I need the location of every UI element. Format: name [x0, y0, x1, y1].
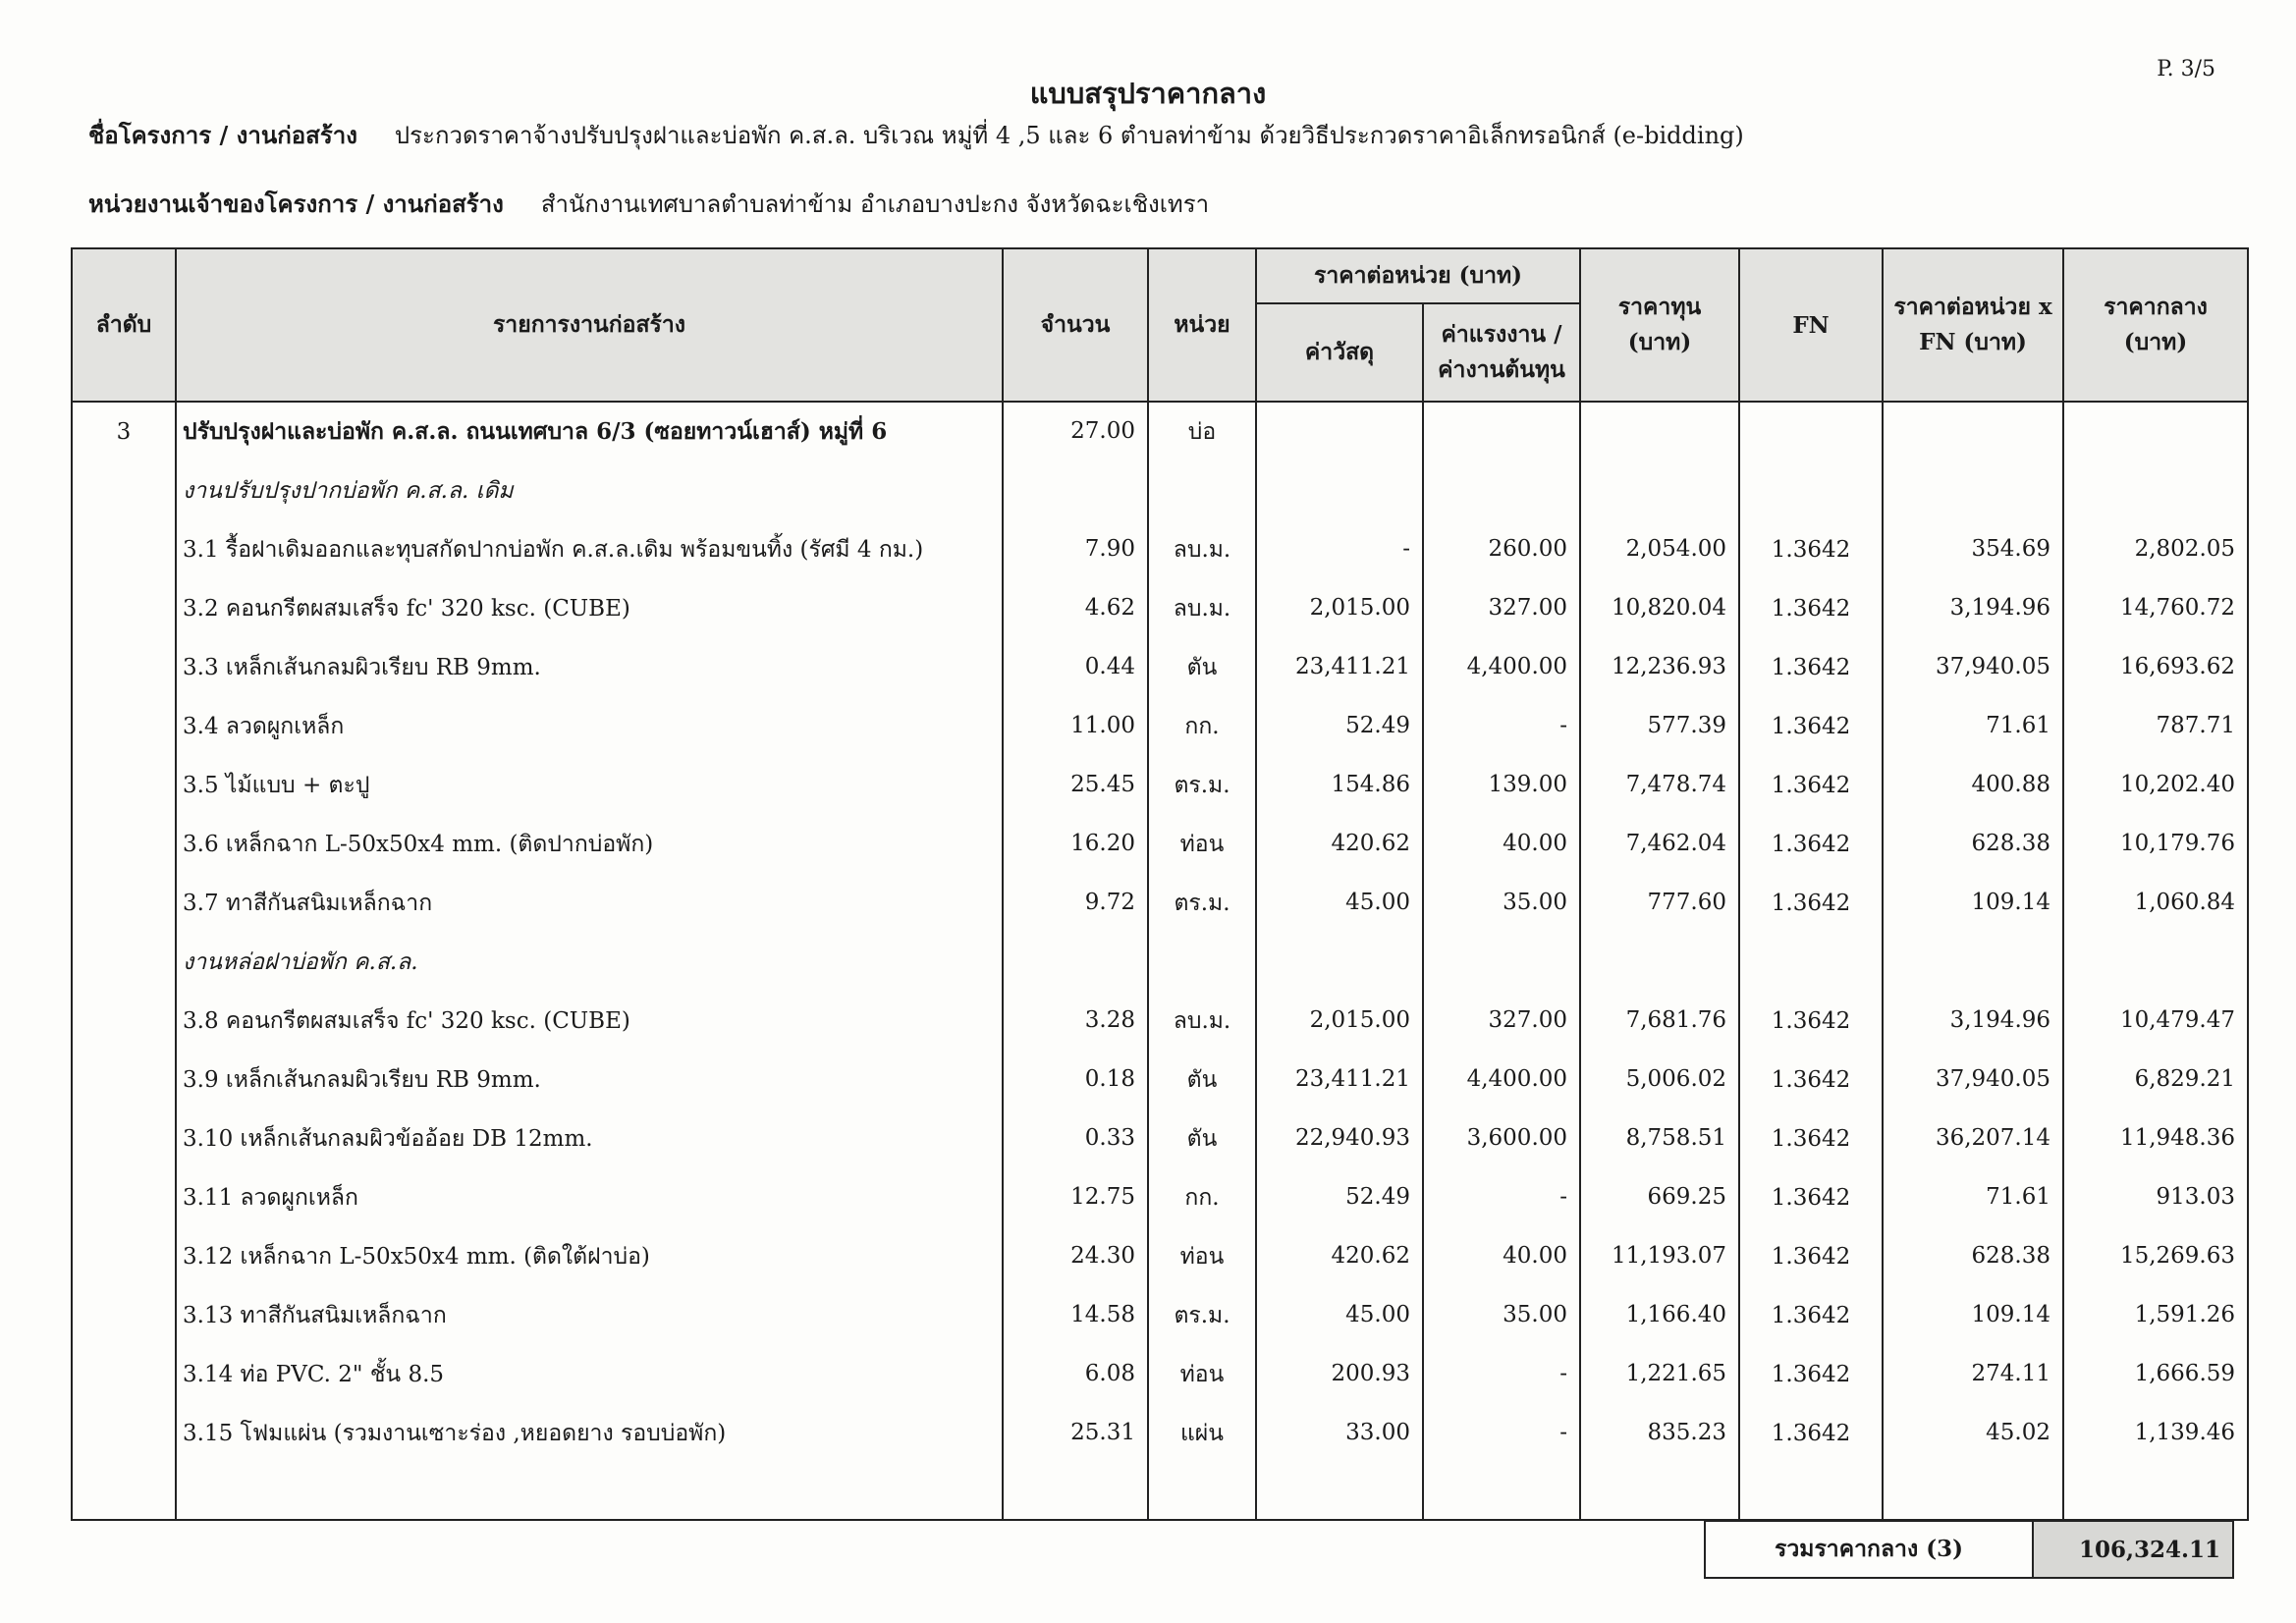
main-item-qty: 27.00	[1003, 402, 1148, 461]
item-unit: ตร.ม.	[1148, 874, 1256, 933]
item-fn: 1.3642	[1739, 1345, 1883, 1404]
table-row	[72, 1227, 2248, 1286]
item-desc: 3.3 เหล็กเส้นกลมผิวเรียบ RB 9mm.	[176, 638, 1003, 697]
item-unit: ลบ.ม.	[1148, 520, 1256, 579]
item-price: 10,179.76	[2063, 815, 2248, 874]
item-unit: ตร.ม.	[1148, 1286, 1256, 1345]
item-unit-fn: 71.61	[1883, 697, 2063, 756]
item-cost: 2,054.00	[1580, 520, 1739, 579]
table-row	[72, 1109, 2248, 1168]
section-heading: งานปรับปรุงปากบ่อพัก ค.ส.ล. เดิม	[176, 461, 1003, 520]
item-labor: 40.00	[1423, 1227, 1580, 1286]
item-cost: 577.39	[1580, 697, 1739, 756]
item-material: -	[1256, 520, 1423, 579]
item-unit: ท่อน	[1148, 815, 1256, 874]
item-qty: 11.00	[1003, 697, 1148, 756]
item-unit: แผ่น	[1148, 1404, 1256, 1463]
item-price: 15,269.63	[2063, 1227, 2248, 1286]
table-row	[72, 638, 2248, 697]
header-material: ค่าวัสดุ	[1256, 303, 1423, 402]
item-labor: 35.00	[1423, 874, 1580, 933]
item-qty: 12.75	[1003, 1168, 1148, 1227]
item-unit-fn: 3,194.96	[1883, 579, 2063, 638]
item-material: 52.49	[1256, 697, 1423, 756]
item-price: 1,060.84	[2063, 874, 2248, 933]
item-labor: 260.00	[1423, 520, 1580, 579]
item-cost: 777.60	[1580, 874, 1739, 933]
owner-line	[88, 185, 1209, 223]
item-material: 200.93	[1256, 1345, 1423, 1404]
header-no: ลำดับ	[72, 248, 176, 402]
item-desc: 3.12 เหล็กฉาก L-50x50x4 mm. (ติดใต้ฝาบ่อ)	[176, 1227, 1003, 1286]
table-row	[72, 1051, 2248, 1109]
total-table	[1704, 1520, 2234, 1579]
header-fn: FN	[1739, 248, 1883, 402]
header-labor: ค่าแรงงาน / ค่างานต้นทุน	[1423, 303, 1580, 402]
item-fn: 1.3642	[1739, 638, 1883, 697]
project-value: ประกวดราคาจ้างปรับปรุงฝาและบ่อพัก ค.ส.ล. บริเวณ หมู่ที่ 4 ,5 และ 6 ตำบลท่าข้าม ด้วยวิธีประกวดราคาอิเล็กทรอนิกส์ (e-bidding)	[394, 122, 1744, 149]
item-qty: 16.20	[1003, 815, 1148, 874]
item-labor: 3,600.00	[1423, 1109, 1580, 1168]
item-material: 45.00	[1256, 1286, 1423, 1345]
item-fn: 1.3642	[1739, 874, 1883, 933]
item-price: 1,591.26	[2063, 1286, 2248, 1345]
header-unit-price: ราคาต่อหน่วย (บาท)	[1256, 248, 1580, 303]
item-unit-fn: 354.69	[1883, 520, 2063, 579]
item-unit: กก.	[1148, 1168, 1256, 1227]
item-price: 11,948.36	[2063, 1109, 2248, 1168]
item-qty: 6.08	[1003, 1345, 1148, 1404]
item-material: 52.49	[1256, 1168, 1423, 1227]
price-table	[71, 247, 2249, 1521]
item-unit: กก.	[1148, 697, 1256, 756]
item-unit-fn: 3,194.96	[1883, 992, 2063, 1051]
item-desc: 3.14 ท่อ PVC. 2" ชั้น 8.5	[176, 1345, 1003, 1404]
table-row	[72, 1345, 2248, 1404]
item-material: 23,411.21	[1256, 638, 1423, 697]
item-unit-fn: 37,940.05	[1883, 1051, 2063, 1109]
total-value: 106,324.11	[2033, 1521, 2233, 1578]
item-price: 10,479.47	[2063, 992, 2248, 1051]
table-row	[72, 756, 2248, 815]
item-labor: 139.00	[1423, 756, 1580, 815]
item-price: 10,202.40	[2063, 756, 2248, 815]
item-cost: 5,006.02	[1580, 1051, 1739, 1109]
item-fn: 1.3642	[1739, 579, 1883, 638]
item-cost: 8,758.51	[1580, 1109, 1739, 1168]
item-unit-fn: 109.14	[1883, 1286, 2063, 1345]
page-title: แบบสรุปราคากลาง	[1029, 77, 1267, 110]
item-desc: 3.2 คอนกรีตผสมเสร็จ fc' 320 ksc. (CUBE)	[176, 579, 1003, 638]
item-labor: 4,400.00	[1423, 1051, 1580, 1109]
project-label: ชื่อโครงการ / งานก่อสร้าง	[88, 121, 357, 149]
item-unit: ลบ.ม.	[1148, 992, 1256, 1051]
table-row	[72, 579, 2248, 638]
item-labor: 327.00	[1423, 992, 1580, 1051]
item-desc: 3.13 ทาสีกันสนิมเหล็กฉาก	[176, 1286, 1003, 1345]
section-heading: งานหล่อฝาบ่อพัก ค.ส.ล.	[176, 933, 1003, 992]
item-labor: 40.00	[1423, 815, 1580, 874]
table-row	[72, 1286, 2248, 1345]
item-price: 6,829.21	[2063, 1051, 2248, 1109]
item-desc: 3.1 รื้อฝาเดิมออกและทุบสกัดปากบ่อพัก ค.ส.ล.เดิม พร้อมขนทิ้ง (รัศมี 4 กม.)	[176, 520, 1003, 579]
item-qty: 0.18	[1003, 1051, 1148, 1109]
item-cost: 7,681.76	[1580, 992, 1739, 1051]
item-labor: 327.00	[1423, 579, 1580, 638]
item-desc: 3.7 ทาสีกันสนิมเหล็กฉาก	[176, 874, 1003, 933]
item-price: 1,666.59	[2063, 1345, 2248, 1404]
item-fn: 1.3642	[1739, 520, 1883, 579]
item-desc: 3.5 ไม้แบบ + ตะปู	[176, 756, 1003, 815]
item-fn: 1.3642	[1739, 1286, 1883, 1345]
item-labor: -	[1423, 1404, 1580, 1463]
item-fn: 1.3642	[1739, 992, 1883, 1051]
item-unit: ตัน	[1148, 1051, 1256, 1109]
header-qty: จำนวน	[1003, 248, 1148, 402]
item-material: 45.00	[1256, 874, 1423, 933]
item-qty: 4.62	[1003, 579, 1148, 638]
item-fn: 1.3642	[1739, 1227, 1883, 1286]
item-cost: 1,221.65	[1580, 1345, 1739, 1404]
item-desc: 3.9 เหล็กเส้นกลมผิวเรียบ RB 9mm.	[176, 1051, 1003, 1109]
header-unit: หน่วย	[1148, 248, 1256, 402]
owner-label: หน่วยงานเจ้าของโครงการ / งานก่อสร้าง	[88, 189, 504, 218]
item-material: 23,411.21	[1256, 1051, 1423, 1109]
item-price: 14,760.72	[2063, 579, 2248, 638]
item-fn: 1.3642	[1739, 756, 1883, 815]
item-cost: 835.23	[1580, 1404, 1739, 1463]
item-unit: ตัน	[1148, 1109, 1256, 1168]
item-fn: 1.3642	[1739, 815, 1883, 874]
item-qty: 0.33	[1003, 1109, 1148, 1168]
item-cost: 12,236.93	[1580, 638, 1739, 697]
header-item: รายการงานก่อสร้าง	[176, 248, 1003, 402]
item-qty: 0.44	[1003, 638, 1148, 697]
item-price: 1,139.46	[2063, 1404, 2248, 1463]
item-unit: ท่อน	[1148, 1227, 1256, 1286]
page-number: P. 3/5	[2157, 57, 2215, 81]
table-row	[72, 1404, 2248, 1463]
item-material: 2,015.00	[1256, 579, 1423, 638]
item-qty: 25.31	[1003, 1404, 1148, 1463]
item-labor: 35.00	[1423, 1286, 1580, 1345]
header-cost: ราคาทุน (บาท)	[1580, 248, 1739, 402]
item-fn: 1.3642	[1739, 697, 1883, 756]
table-row	[72, 697, 2248, 756]
item-unit-fn: 36,207.14	[1883, 1109, 2063, 1168]
table-row	[72, 874, 2248, 933]
item-labor: -	[1423, 1168, 1580, 1227]
item-cost: 11,193.07	[1580, 1227, 1739, 1286]
header-median: ราคากลาง (บาท)	[2063, 248, 2248, 402]
table-row	[72, 992, 2248, 1051]
table-row	[72, 520, 2248, 579]
item-unit-fn: 37,940.05	[1883, 638, 2063, 697]
item-unit-fn: 109.14	[1883, 874, 2063, 933]
item-desc: 3.4 ลวดผูกเหล็ก	[176, 697, 1003, 756]
item-cost: 1,166.40	[1580, 1286, 1739, 1345]
item-fn: 1.3642	[1739, 1168, 1883, 1227]
item-desc: 3.10 เหล็กเส้นกลมผิวข้ออ้อย DB 12mm.	[176, 1109, 1003, 1168]
main-item-desc: ปรับปรุงฝาและบ่อพัก ค.ส.ล. ถนนเทศบาล 6/3 (ซอยทาวน์เฮาส์) หมู่ที่ 6	[176, 402, 1003, 461]
item-qty: 25.45	[1003, 756, 1148, 815]
item-desc: 3.11 ลวดผูกเหล็ก	[176, 1168, 1003, 1227]
item-qty: 14.58	[1003, 1286, 1148, 1345]
item-unit: ลบ.ม.	[1148, 579, 1256, 638]
main-item-unit: บ่อ	[1148, 402, 1256, 461]
item-fn: 1.3642	[1739, 1404, 1883, 1463]
item-material: 2,015.00	[1256, 992, 1423, 1051]
item-material: 420.62	[1256, 1227, 1423, 1286]
item-desc: 3.6 เหล็กฉาก L-50x50x4 mm. (ติดปากบ่อพัก)	[176, 815, 1003, 874]
item-fn: 1.3642	[1739, 1109, 1883, 1168]
item-price: 16,693.62	[2063, 638, 2248, 697]
owner-value: สำนักงานเทศบาลตำบลท่าข้าม อำเภอบางปะกง จังหวัดฉะเชิงเทรา	[540, 190, 1210, 218]
item-unit-fn: 45.02	[1883, 1404, 2063, 1463]
item-labor: 4,400.00	[1423, 638, 1580, 697]
item-cost: 10,820.04	[1580, 579, 1739, 638]
total-label: รวมราคากลาง (3)	[1705, 1521, 2033, 1578]
item-qty: 9.72	[1003, 874, 1148, 933]
item-unit-fn: 628.38	[1883, 815, 2063, 874]
item-cost: 7,478.74	[1580, 756, 1739, 815]
item-labor: -	[1423, 697, 1580, 756]
item-desc: 3.8 คอนกรีตผสมเสร็จ fc' 320 ksc. (CUBE)	[176, 992, 1003, 1051]
item-unit-fn: 274.11	[1883, 1345, 2063, 1404]
item-qty: 24.30	[1003, 1227, 1148, 1286]
table-row	[72, 815, 2248, 874]
item-material: 154.86	[1256, 756, 1423, 815]
item-cost: 7,462.04	[1580, 815, 1739, 874]
item-unit: ตร.ม.	[1148, 756, 1256, 815]
item-material: 22,940.93	[1256, 1109, 1423, 1168]
main-item-no: 3	[72, 402, 176, 461]
header-unit-fn: ราคาต่อหน่วย x FN (บาท)	[1883, 248, 2063, 402]
item-unit: ตัน	[1148, 638, 1256, 697]
item-qty: 7.90	[1003, 520, 1148, 579]
item-cost: 669.25	[1580, 1168, 1739, 1227]
item-unit-fn: 400.88	[1883, 756, 2063, 815]
item-price: 787.71	[2063, 697, 2248, 756]
item-material: 33.00	[1256, 1404, 1423, 1463]
item-qty: 3.28	[1003, 992, 1148, 1051]
item-unit: ท่อน	[1148, 1345, 1256, 1404]
item-price: 913.03	[2063, 1168, 2248, 1227]
item-unit-fn: 71.61	[1883, 1168, 2063, 1227]
item-unit-fn: 628.38	[1883, 1227, 2063, 1286]
item-price: 2,802.05	[2063, 520, 2248, 579]
item-desc: 3.15 โฟมแผ่น (รวมงานเซาะร่อง ,หยอดยาง รอบบ่อพัก)	[176, 1404, 1003, 1463]
item-labor: -	[1423, 1345, 1580, 1404]
table-row	[72, 1168, 2248, 1227]
project-line	[88, 116, 1744, 154]
item-fn: 1.3642	[1739, 1051, 1883, 1109]
item-material: 420.62	[1256, 815, 1423, 874]
